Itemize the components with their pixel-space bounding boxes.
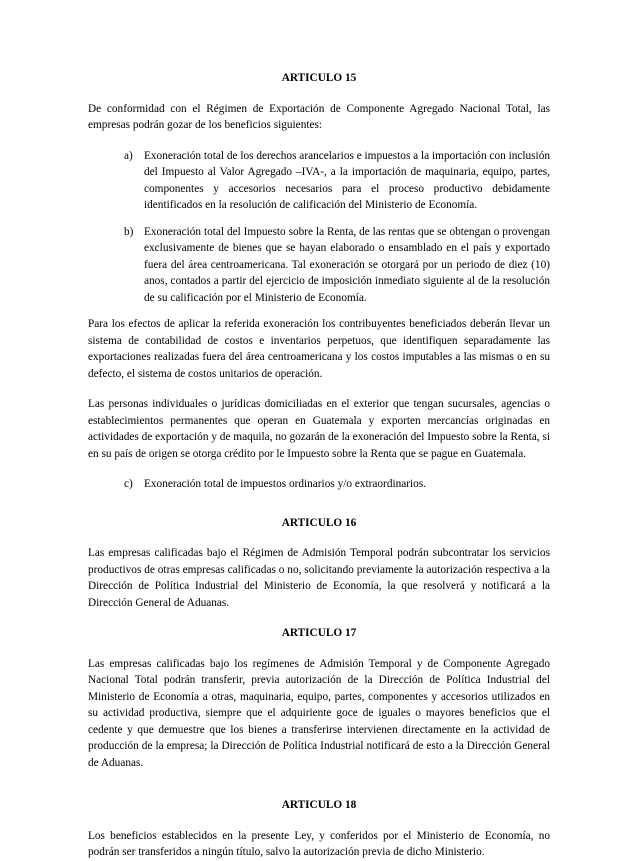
list-item-text: Exoneración total de los derechos arancelarios e impuestos a la importación con inclusión del Impuesto al Valor Agregado –IVA-, a la importación de maquinaria, equipo, partes, componentes y accesorios necesarios para el proceso productivo debidamente identificados en la resolución de calificación del Ministerio de Economía. — [144, 149, 550, 211]
list-item — [124, 224, 550, 307]
article-15-paragraph-3: Las personas individuales o jurídicas domiciliadas en el exterior que tengan sucursales, agencias o establecimientos permanentes que operan en Guatemala y exporten mercancías originadas en actividades de exportación y de maquila, no gozarán de la exoneración del Impuesto sobre la Renta, si en su país de origen se otorga crédito por le Impuesto sobre la Renta que se pague en Guatemala. — [88, 398, 550, 460]
list-marker: b) — [124, 225, 134, 238]
list-marker: a) — [124, 149, 133, 162]
article-16-heading: ARTICULO 16 — [281, 516, 357, 529]
article-18-body: Los beneficios establecidos en la presente Ley, y conferidos por el Ministerio de Economía, no podrán ser transferidos a ningún título, salvo la autorización previa de dicho Ministerio. — [88, 829, 550, 858]
article-17-heading: ARTICULO 17 — [281, 627, 357, 639]
list-item — [124, 148, 550, 214]
article-15-intro: De conformidad con el Régimen de Exportación de Componente Agregado Nacional Total, las empresas podrán gozar de los beneficios siguientes: — [88, 102, 550, 131]
list-marker: c) — [124, 478, 133, 490]
list-item-text: Exoneración total del Impuesto sobre la Renta, de las rentas que se obtengan o provengan exclusivamente de bienes que se hayan elaborado o ensamblado en el país y exportado fuera del área centroamericana. Tal exoneración se otorgará por un periodo de diez (10) anos, contados a partir del ejercicio de imposición inmediato siguiente al de la resolución de su calificación por el Ministerio de Economía. — [144, 225, 550, 304]
article-17-body: Las empresas calificadas bajo los regímenes de Admisión Temporal y de Componente Agregado Nacional Total podrán transferir, previa autorización de la Dirección de Política Industrial del Ministerio de Economía a otras, maquinaria, equipo, partes, componentes y accesorios utilizados en su actividad productiva, siempre que el adquiriente goce de iguales o mayores beneficios que el cedente y que demuestre que los bienes a transferirse intervienen directamente en la actividad de producción de la empresa; la Dirección de Política Industrial notificará de esto a la Dirección General de Aduanas. — [88, 657, 550, 769]
article-18-heading: ARTICULO 18 — [281, 799, 357, 811]
article-15-paragraph-2: Para los efectos de aplicar la referida exoneración los contribuyentes beneficiados deberán llevar un sistema de contabilidad de costos e inventarios perpetuos, que identifiquen separadamente las exportaciones realizadas fuera del área centroamericana y los costos imputables a las mismas o en su defecto, el sistema de costos unitarios de operación. — [88, 318, 550, 380]
article-16-body: Las empresas calificadas bajo el Régimen de Admisión Temporal podrán subcontratar los servicios productivos de otras empresas calificadas o no, solicitando previamente la autorización respectiva a la Dirección de Política Industrial del Ministerio de Economía, la que resolverá y notificará a la Dirección General de Aduanas. — [88, 547, 550, 609]
article-15-benefit-list — [88, 148, 550, 307]
list-item-text: Exoneración total de impuestos ordinarios y/o extraordinarios. — [144, 478, 427, 490]
article-15-heading: ARTICULO 15 — [281, 72, 357, 84]
article-15-benefit-list-c — [88, 476, 550, 493]
list-item — [124, 476, 550, 493]
